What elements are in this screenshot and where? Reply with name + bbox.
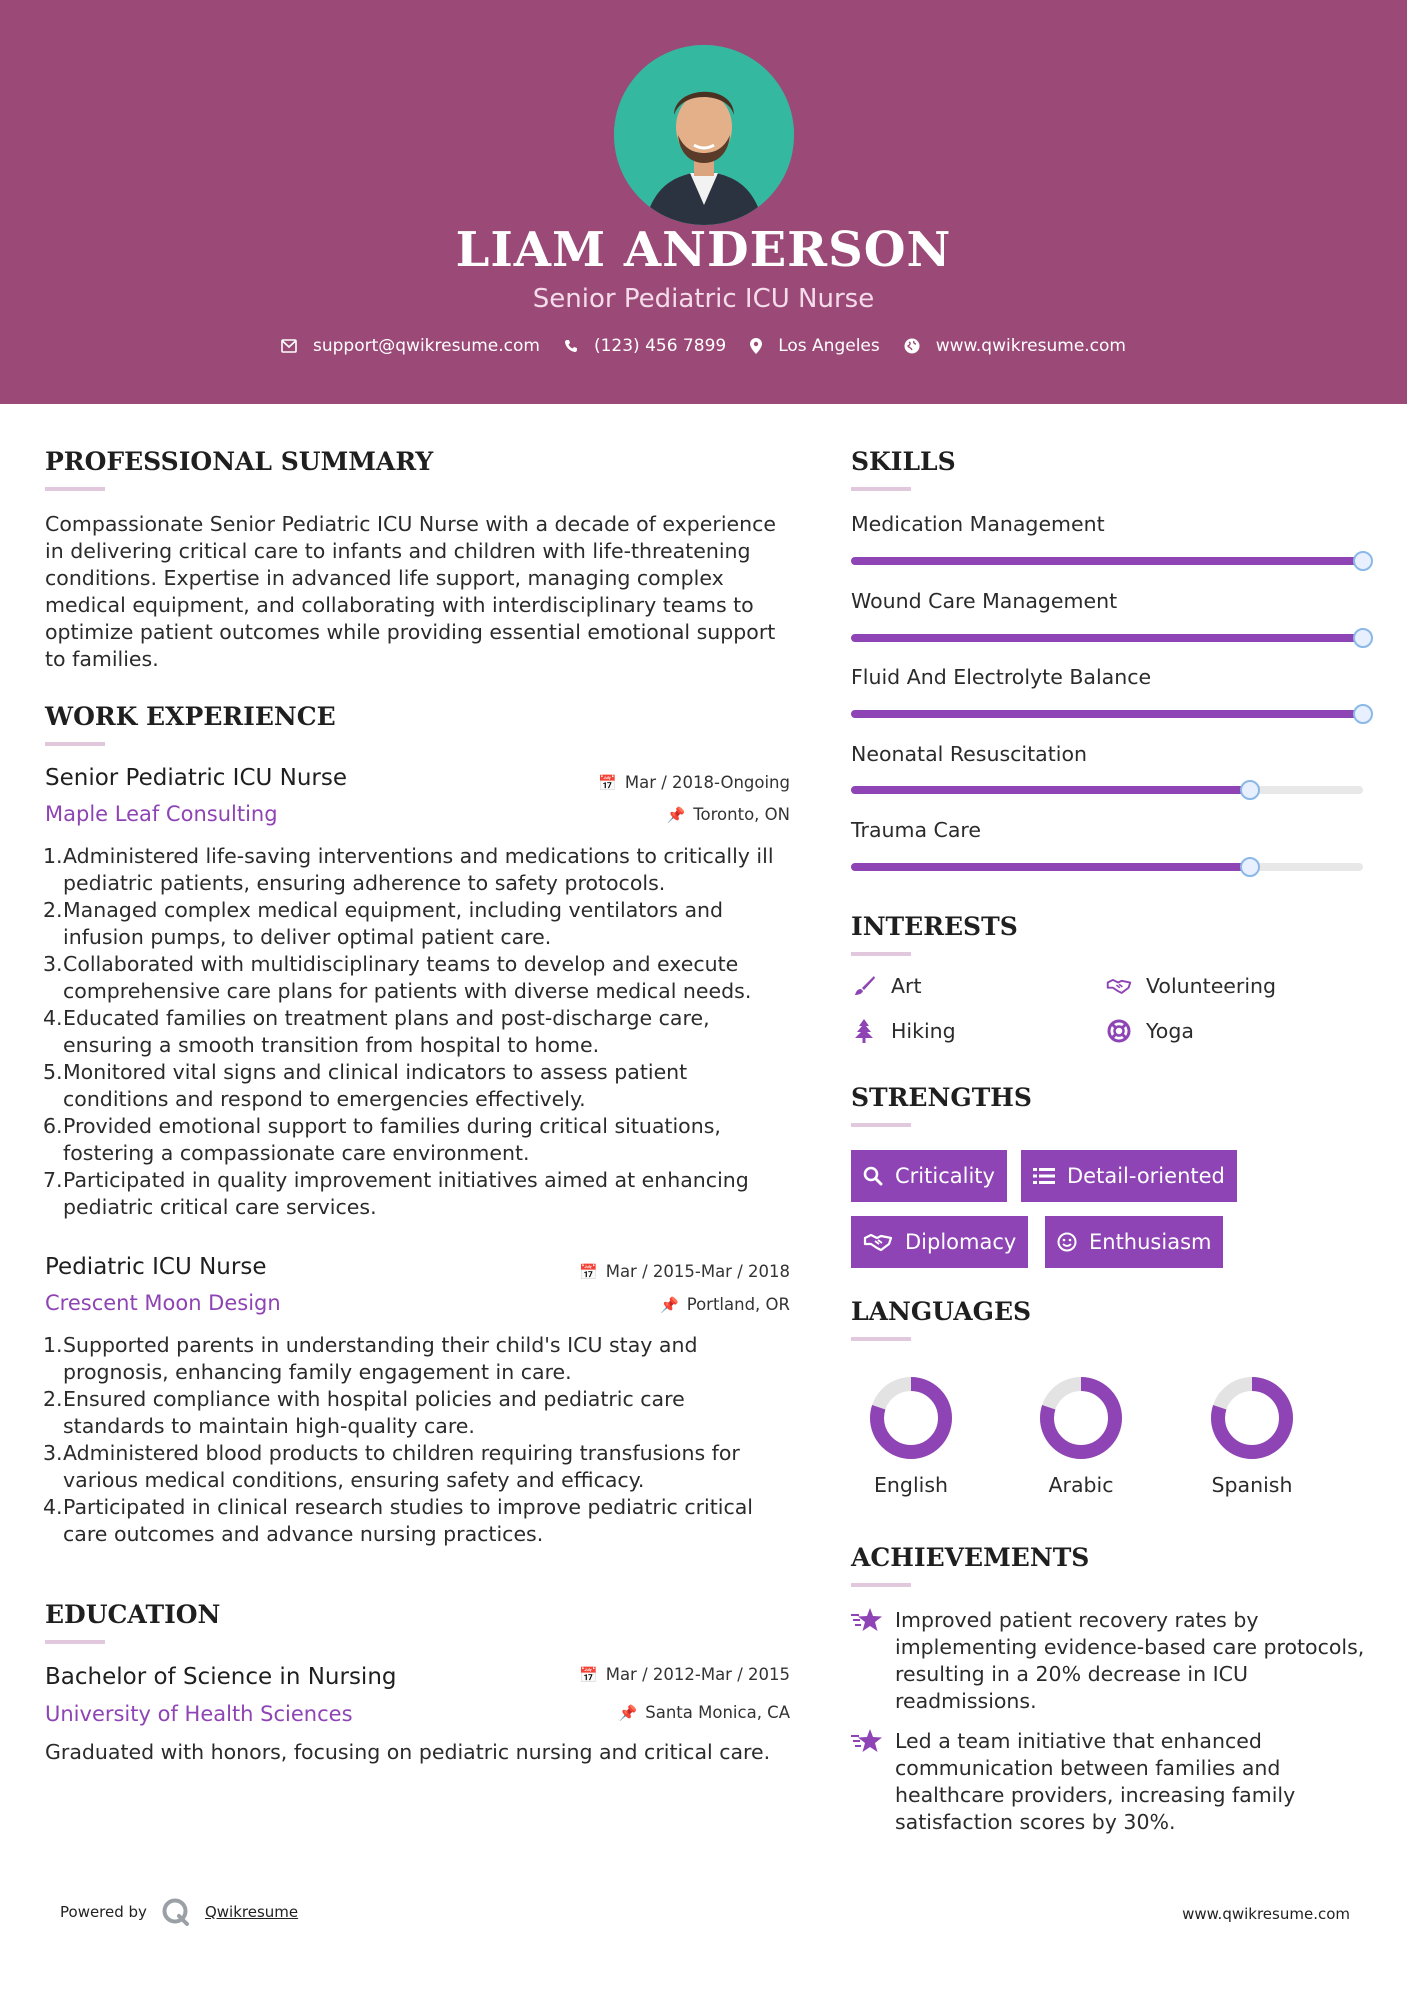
education-location: [619, 1703, 790, 1722]
job-location-text: Portland, OR: [686, 1295, 790, 1314]
job-title: Pediatric ICU Nurse: [45, 1254, 267, 1280]
skill-bar-knob: [1353, 704, 1373, 724]
strength-label: Criticality: [895, 1164, 995, 1188]
language-ring: [1209, 1375, 1295, 1461]
list-item-text: Administered life-saving interventions and medications to critically ill pediatric patients, ensuring adherence to safety protocols.: [63, 844, 774, 895]
experience-underline: [45, 742, 105, 746]
degree-name: Bachelor of Science in Nursing: [45, 1664, 397, 1690]
strengths-heading: STRENGTHS: [851, 1083, 1032, 1112]
job-duties-list: [45, 1332, 790, 1548]
star-icon: [851, 1728, 895, 1836]
footer-branding: [60, 1897, 298, 1927]
job-duties-list: [45, 843, 790, 1221]
list-item: 5. Monitored vital signs and clinical indicators to assess patient conditions and respond to emergencies effectively.: [43, 1060, 688, 1111]
company-name: Crescent Moon Design: [45, 1291, 281, 1315]
job-location: [667, 805, 790, 824]
education-location-text: Santa Monica, CA: [645, 1703, 790, 1722]
star-icon: [851, 1607, 895, 1715]
pin-icon: 📌: [666, 805, 686, 824]
skill-bar-knob: [1353, 551, 1373, 571]
skill-bar-fill: [851, 710, 1363, 718]
list-item-text: Administered blood products to children requiring transfusions for various medical conditions, ensuring safety and efficacy.: [63, 1441, 740, 1492]
language-item: [1192, 1375, 1312, 1497]
lifebuoy-icon: [1106, 1019, 1132, 1043]
profile-photo-illustration: [614, 45, 794, 225]
job-location-text: Toronto, ON: [693, 805, 790, 824]
language-label: Arabic: [1048, 1473, 1114, 1497]
list-item: 2. Ensured compliance with hospital policies and pediatric care standards to maintain high-quality care.: [43, 1387, 685, 1438]
achievement-item: [851, 1728, 1371, 1836]
job-location: [660, 1295, 790, 1314]
strength-label: Diplomacy: [905, 1230, 1017, 1254]
interest-item: [1106, 1019, 1194, 1043]
calendar-icon: 📅: [579, 1262, 598, 1281]
contact-email[interactable]: [281, 336, 540, 356]
language-ring: [1038, 1375, 1124, 1461]
summary-heading: PROFESSIONAL SUMMARY: [45, 447, 434, 476]
interest-label: Hiking: [891, 1019, 956, 1043]
skill-bar-fill: [851, 863, 1250, 871]
education-date: [579, 1665, 790, 1684]
footer-url[interactable]: www.qwikresume.com: [1182, 1905, 1350, 1923]
interest-item: [851, 974, 922, 998]
language-label: English: [873, 1473, 949, 1497]
list-item-text: Participated in quality improvement initiatives aimed at enhancing pediatric critical care services.: [63, 1168, 749, 1219]
contact-website[interactable]: [904, 336, 1126, 356]
skill-bar: [851, 634, 1363, 642]
smile-icon: [1057, 1232, 1077, 1252]
skill-bar-fill: [851, 634, 1363, 642]
resume-header: [0, 0, 1407, 404]
list-item-text: Ensured compliance with hospital policies and pediatric care standards to maintain high-quality care.: [63, 1387, 685, 1438]
achievements-heading: ACHIEVEMENTS: [851, 1543, 1090, 1572]
profile-photo: [614, 45, 794, 225]
list-item: 3. Collaborated with multidisciplinary teams to develop and execute comprehensive care plans for patients with diverse medical needs.: [43, 952, 752, 1003]
candidate-title: Senior Pediatric ICU Nurse: [532, 284, 875, 314]
interests-heading: INTERESTS: [851, 912, 1018, 941]
school-name: University of Health Sciences: [45, 1702, 353, 1726]
contact-website-text: www.qwikresume.com: [935, 336, 1126, 356]
strength-tag: [1021, 1150, 1237, 1202]
job-date-text: Mar / 2018-Ongoing: [624, 773, 790, 792]
list-item-text: Supported parents in understanding their child's ICU stay and prognosis, enhancing family engagement in care.: [63, 1333, 698, 1384]
job-date: [579, 1262, 790, 1281]
interest-label: Yoga: [1146, 1019, 1194, 1043]
company-name: Maple Leaf Consulting: [45, 802, 278, 826]
achievement-text: Led a team initiative that enhanced communication between families and healthcare providers, increasing family satisfaction scores by 30%.: [895, 1729, 1296, 1834]
experience-heading: WORK EXPERIENCE: [45, 702, 336, 731]
handshake-icon: [863, 1232, 893, 1252]
handshake-icon: [1106, 976, 1132, 996]
contact-email-text: support@qwikresume.com: [313, 336, 540, 356]
skill-bar-knob: [1353, 628, 1373, 648]
list-item: 1. Administered life-saving interventions and medications to critically ill pediatric patients, ensuring adherence to safety protocols.: [43, 844, 774, 895]
achievement-text: Improved patient recovery rates by implementing evidence-based care protocols, resulting in a 20% decrease in ICU readmissions.: [895, 1608, 1365, 1713]
skill-label: Medication Management: [851, 512, 1105, 536]
envelope-icon: [281, 339, 297, 353]
language-item: [1021, 1375, 1141, 1497]
strength-tag: [851, 1150, 1007, 1202]
job-date: [598, 773, 790, 792]
contact-location-text: Los Angeles: [778, 336, 880, 356]
skills-heading: SKILLS: [851, 447, 956, 476]
strength-label: Enthusiasm: [1089, 1230, 1212, 1254]
language-ring: [868, 1375, 954, 1461]
list-item: 3. Administered blood products to children requiring transfusions for various medical conditions, ensuring safety and efficacy.: [43, 1441, 740, 1492]
phone-icon: [564, 339, 578, 353]
contact-phone-text: (123) 456 7899: [593, 336, 727, 356]
skill-bar: [851, 786, 1363, 794]
languages-heading: LANGUAGES: [851, 1297, 1032, 1326]
skills-underline: [851, 487, 911, 491]
list-icon: [1033, 1167, 1055, 1185]
contact-location: [750, 336, 880, 356]
list-item: 7. Participated in quality improvement initiatives aimed at enhancing pediatric critical care services.: [43, 1168, 749, 1219]
paintbrush-icon: [851, 975, 877, 997]
skill-bar-knob: [1240, 857, 1260, 877]
contact-phone[interactable]: [564, 336, 726, 356]
education-underline: [45, 1640, 105, 1644]
interests-underline: [851, 952, 911, 956]
job-date-text: Mar / 2015-Mar / 2018: [605, 1262, 790, 1281]
candidate-name: LIAM ANDERSON: [455, 222, 952, 278]
strength-tag: [1045, 1216, 1223, 1268]
globe-icon: [904, 338, 920, 354]
contact-bar: [0, 336, 1407, 356]
calendar-icon: 📅: [598, 773, 617, 792]
education-date-text: Mar / 2012-Mar / 2015: [605, 1665, 790, 1684]
interest-item: [851, 1019, 956, 1043]
skill-bar-fill: [851, 786, 1250, 794]
languages-underline: [851, 1337, 911, 1341]
summary-text: Compassionate Senior Pediatric ICU Nurse with a decade of experience in delivering critical care to infants and children with life-threatening conditions. Expertise in advanced life support, managing complex medical equipment, and collaborating with interdisciplinary teams to optimize patient outcomes while providing essential emotional support to families.: [45, 512, 777, 671]
qwikresume-link[interactable]: Qwikresume: [204, 1903, 299, 1921]
skill-label: Trauma Care: [851, 818, 982, 842]
strength-label: Detail-oriented: [1067, 1164, 1225, 1188]
job-title: Senior Pediatric ICU Nurse: [45, 765, 348, 791]
list-item: 4. Participated in clinical research studies to improve pediatric critical care outcomes and advance nursing practices.: [43, 1495, 753, 1546]
language-label: Spanish: [1211, 1473, 1293, 1497]
list-item-text: Managed complex medical equipment, including ventilators and infusion pumps, to deliver optimal patient care.: [63, 898, 724, 949]
education-note: Graduated with honors, focusing on pediatric nursing and critical care.: [45, 1740, 771, 1764]
skill-bar-fill: [851, 557, 1363, 565]
language-item: [851, 1375, 971, 1497]
interest-item: [1106, 974, 1276, 998]
list-item-text: Monitored vital signs and clinical indicators to assess patient conditions and respond to emergencies effectively.: [63, 1060, 688, 1111]
skill-label: Wound Care Management: [851, 589, 1118, 613]
strengths-underline: [851, 1123, 911, 1127]
skill-bar-knob: [1240, 780, 1260, 800]
interest-label: Volunteering: [1146, 974, 1277, 998]
list-item-text: Provided emotional support to families during critical situations, fostering a compassionate care environment.: [63, 1114, 721, 1165]
qwikresume-logo-icon: [161, 1897, 191, 1927]
pin-icon: 📌: [660, 1295, 679, 1314]
search-icon: [863, 1166, 883, 1186]
powered-by-label: Powered by: [60, 1903, 147, 1921]
list-item: 6. Provided emotional support to families during critical situations, fostering a compassionate care environment.: [43, 1114, 721, 1165]
skill-bar: [851, 710, 1363, 718]
interest-label: Art: [891, 974, 922, 998]
list-item-text: Educated families on treatment plans and post-discharge care, ensuring a smooth transition from hospital to home.: [63, 1006, 710, 1057]
calendar-icon: 📅: [579, 1665, 598, 1684]
tree-icon: [851, 1019, 877, 1043]
skill-bar: [851, 557, 1363, 565]
skill-bar: [851, 863, 1363, 871]
achievement-item: [851, 1607, 1371, 1715]
list-item: 1. Supported parents in understanding their child's ICU stay and prognosis, enhancing family engagement in care.: [43, 1333, 698, 1384]
summary-underline: [45, 487, 105, 491]
list-item: 2. Managed complex medical equipment, including ventilators and infusion pumps, to deliver optimal patient care.: [43, 898, 724, 949]
skill-label: Fluid And Electrolyte Balance: [851, 665, 1152, 689]
list-item-text: Collaborated with multidisciplinary teams to develop and execute comprehensive care plans for patients with diverse medical needs.: [63, 952, 752, 1003]
education-heading: EDUCATION: [45, 1600, 221, 1629]
achievements-underline: [851, 1583, 911, 1587]
list-item: 4. Educated families on treatment plans and post-discharge care, ensuring a smooth transition from hospital to home.: [43, 1006, 710, 1057]
list-item-text: Participated in clinical research studies to improve pediatric critical care outcomes and advance nursing practices.: [63, 1495, 753, 1546]
map-marker-icon: [750, 338, 762, 354]
skill-label: Neonatal Resuscitation: [851, 742, 1087, 766]
pin-icon: 📌: [618, 1703, 638, 1722]
strength-tag: [851, 1216, 1028, 1268]
